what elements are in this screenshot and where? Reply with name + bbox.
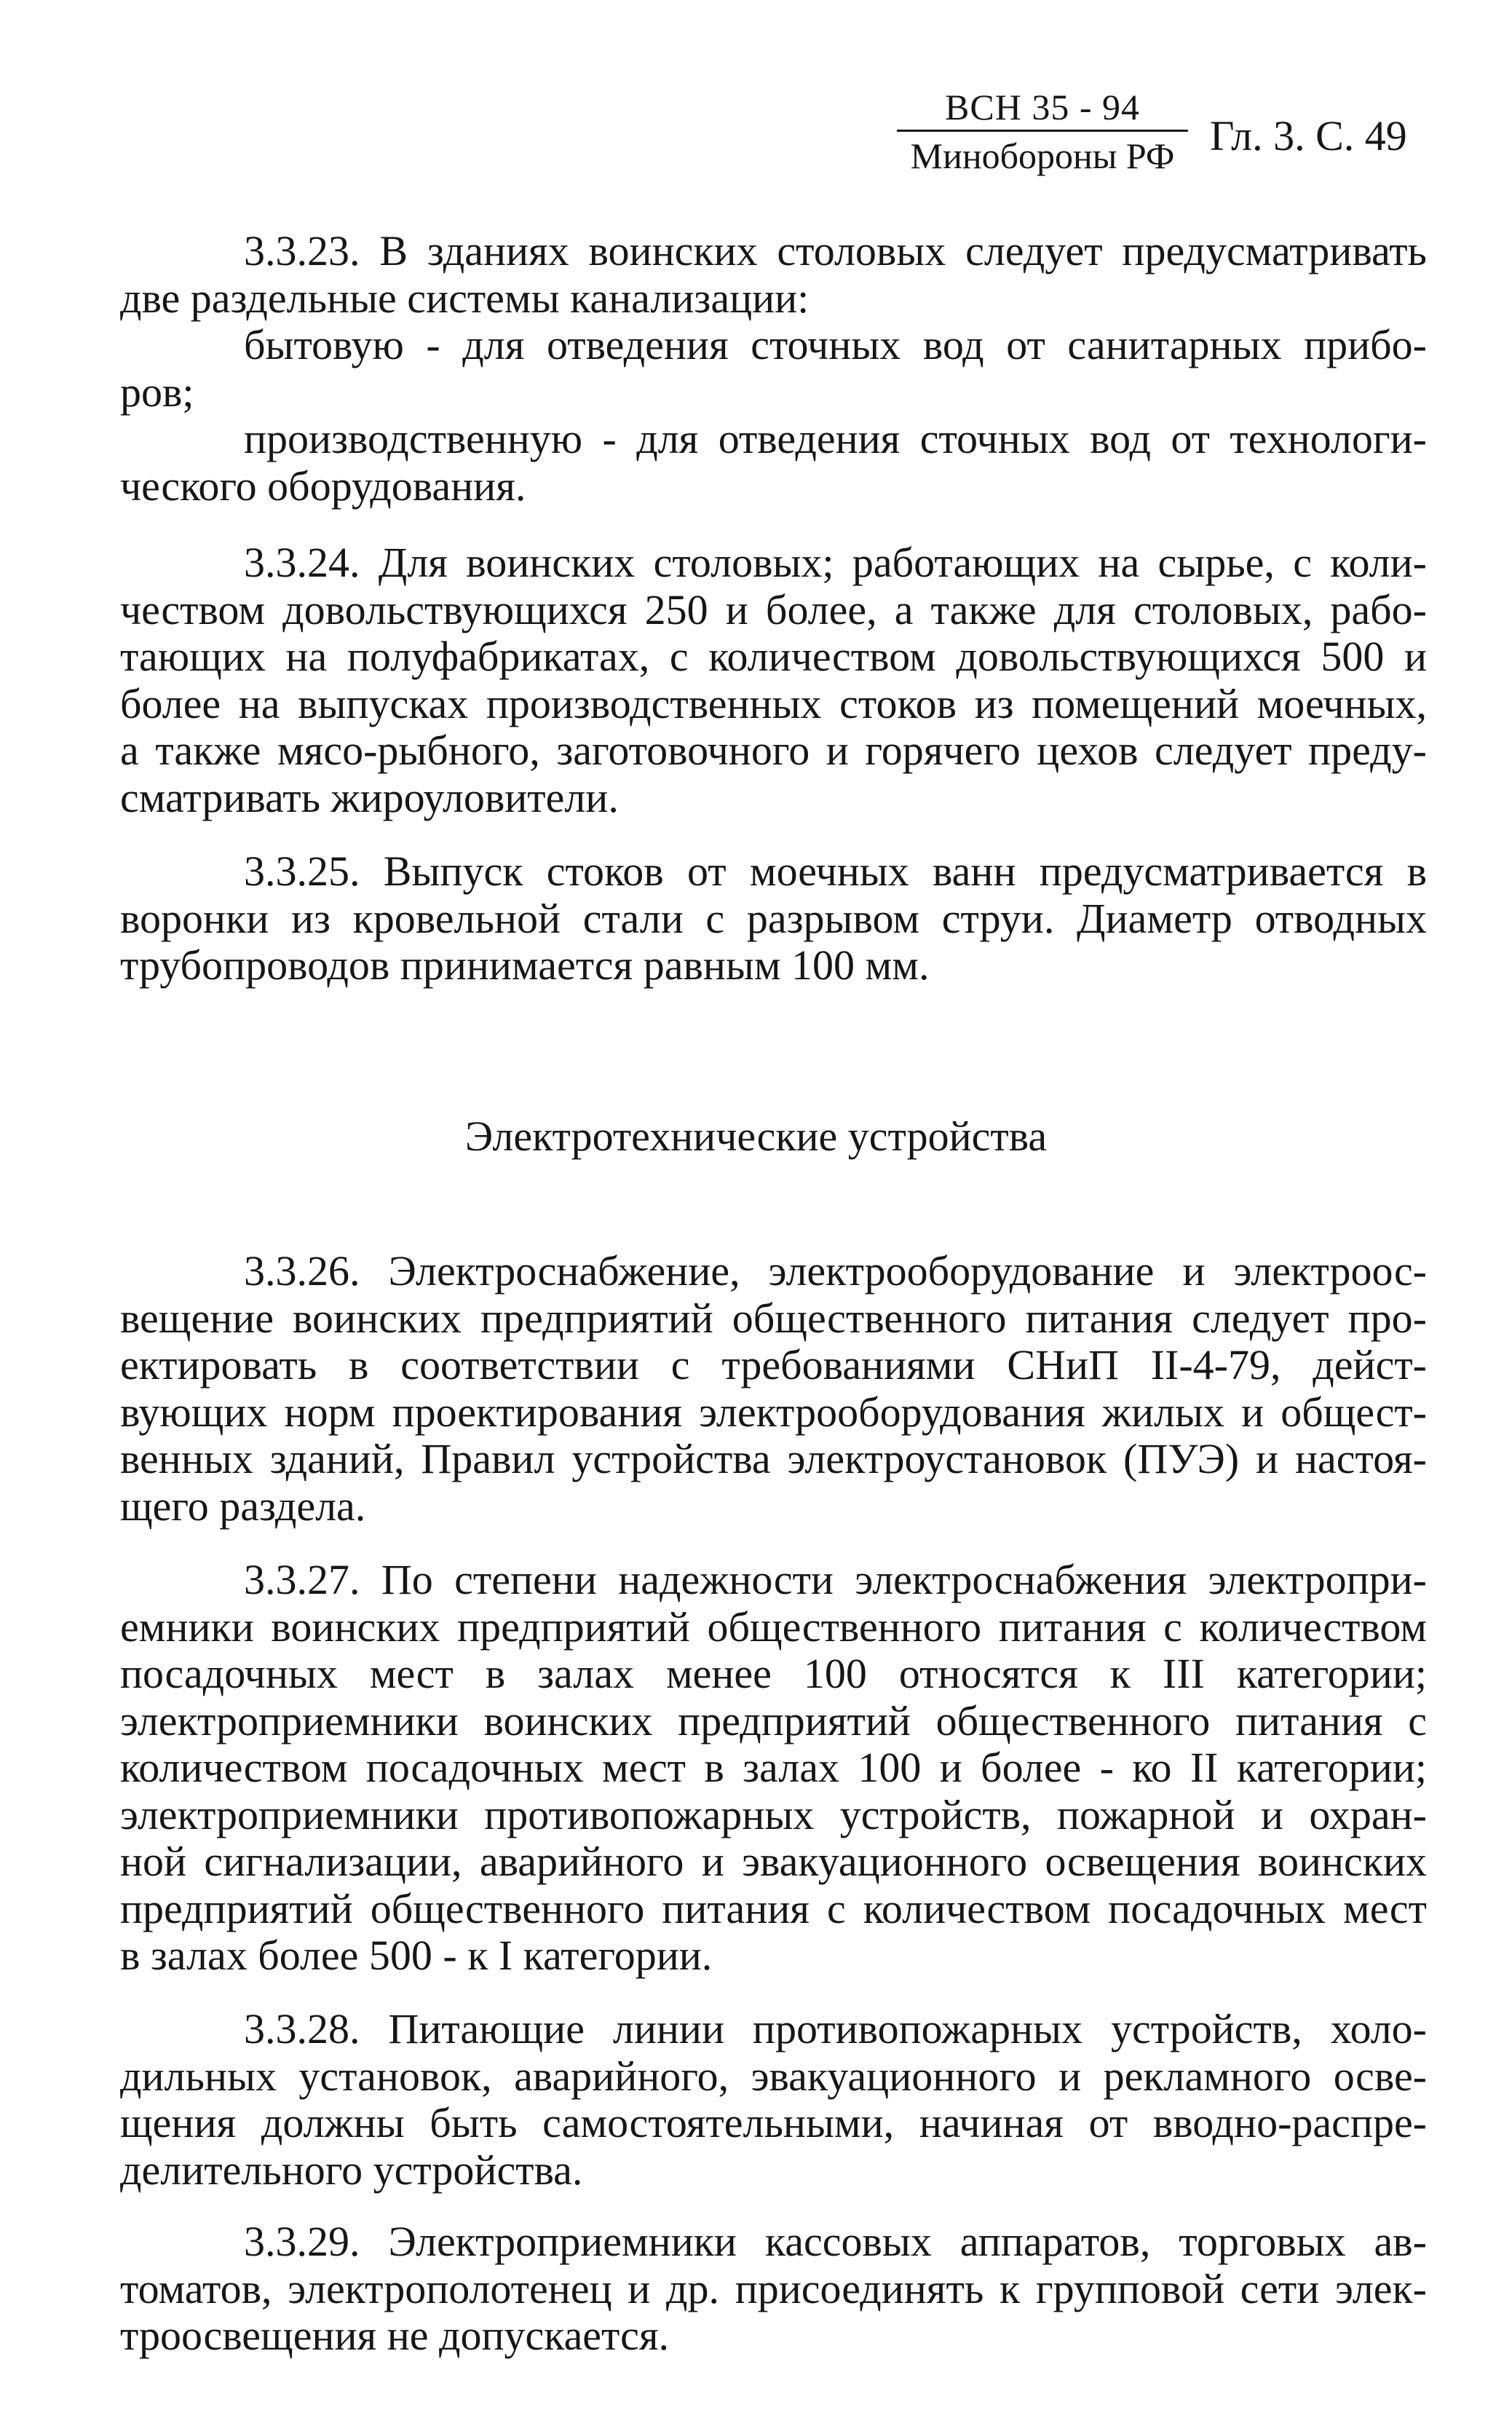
paragraph-line: 3.3.26. Электроснабжение, электрооборудование и электроос- <box>244 1248 1427 1295</box>
paragraph-line: 3.3.29. Электроприемники кассовых аппаратов, торговых ав- <box>244 2218 1427 2265</box>
paragraph-3-3-23 <box>120 228 1427 510</box>
paragraph-line: вующих норм проектирования электрооборудования жилых и общест- <box>120 1388 1427 1436</box>
paragraph-line: дильных установок, аварийного, эвакуационного и рекламного осве- <box>120 2052 1427 2100</box>
paragraph-3-3-28 <box>120 2006 1427 2194</box>
paragraph-line: посадочных мест в залах менее 100 относятся к III категории; <box>120 1651 1427 1697</box>
paragraph-line: две раздельные системы канализации: <box>120 274 810 322</box>
paragraph-line: трубопроводов принимается равным 100 мм. <box>120 942 930 989</box>
paragraph-line: ной сигнализации, аварийного и эвакуационного освещения воинских <box>120 1838 1427 1885</box>
paragraph-line: ектировать в соответствии с требованиями СНиП II-4-79, дейст- <box>120 1342 1427 1388</box>
paragraph-line: сматривать жироуловители. <box>120 774 619 821</box>
standard-code: ВСН 35 - 94 <box>945 87 1140 127</box>
paragraph-line: щего раздела. <box>120 1482 366 1530</box>
paragraph-line: щения должны быть самостоятельными, начиная от вводно-распре- <box>120 2100 1427 2146</box>
paragraph-3-3-25 <box>120 848 1427 989</box>
paragraph-line: 3.3.25. Выпуск стоков от моечных ванн предусматривается в <box>244 848 1427 895</box>
paragraph-line: а также мясо-рыбного, заготовочного и горячего цехов следует преду- <box>120 727 1427 774</box>
paragraph-line: предприятий общественного питания с количеством посадочных мест <box>120 1885 1427 1932</box>
paragraph-line: производственную - для отведения сточных вод от технологи- <box>244 416 1427 462</box>
standard-designation <box>897 86 1188 177</box>
page-header <box>897 86 1450 181</box>
paragraph-line: ров; <box>120 368 194 416</box>
paragraph-line: троосвещения не допускается. <box>120 2312 670 2359</box>
paragraph-3-3-26 <box>120 1248 1427 1530</box>
paragraph-3-3-24 <box>120 540 1427 821</box>
paragraph-line: более на выпусках производственных стоков из помещений моечных, <box>120 680 1427 727</box>
paragraph-line: чеством довольствующихся 250 и более, а также для столовых, рабо- <box>120 586 1427 633</box>
paragraph-line: электроприемники противопожарных устройств, пожарной и охран- <box>120 1791 1427 1838</box>
paragraph-3-3-29 <box>120 2218 1427 2360</box>
paragraph-line: емники воинских предприятий общественного питания с количеством <box>120 1603 1427 1651</box>
paragraph-line: 3.3.27. По степени надежности электроснабжения электропри- <box>244 1557 1427 1603</box>
paragraph-line: ческого оборудования. <box>120 462 526 510</box>
section-heading: Электротехнические устройства <box>464 1113 1048 1160</box>
chapter-page-reference: Гл. 3. С. 49 <box>1210 112 1407 159</box>
paragraph-line: томатов, электрополотенец и др. присоединять к групповой сети элек- <box>120 2265 1427 2312</box>
paragraph-line: 3.3.23. В зданиях воинских столовых следует предусматривать <box>244 228 1427 274</box>
paragraph-line: воронки из кровельной стали с разрывом струи. Диаметр отводных <box>120 895 1427 942</box>
header-divider <box>897 130 1188 132</box>
paragraph-line: венных зданий, Правил устройства электроустановок (ПУЭ) и настоя- <box>120 1436 1427 1482</box>
paragraph-line: 3.3.28. Питающие линии противопожарных устройств, холо- <box>244 2006 1427 2052</box>
paragraph-3-3-27 <box>120 1557 1427 1980</box>
paragraph-line: делительного устройства. <box>120 2146 583 2194</box>
paragraph-line: количеством посадочных мест в залах 100 и более - ко II категории; <box>120 1745 1427 1791</box>
paragraph-line: в залах более 500 - к I категории. <box>120 1932 713 1979</box>
paragraph-line: 3.3.24. Для воинских столовых; работающих на сырье, с коли- <box>244 540 1427 586</box>
paragraph-line: вещение воинских предприятий общественного питания следует про- <box>120 1295 1427 1342</box>
issuing-organization: Минобороны РФ <box>910 135 1175 176</box>
paragraph-line: электроприемники воинских предприятий общественного питания с <box>120 1697 1427 1745</box>
paragraph-line: бытовую - для отведения сточных вод от санитарных прибо- <box>244 322 1427 368</box>
paragraph-line: тающих на полуфабрикатах, с количеством довольствующихся 500 и <box>120 633 1427 680</box>
